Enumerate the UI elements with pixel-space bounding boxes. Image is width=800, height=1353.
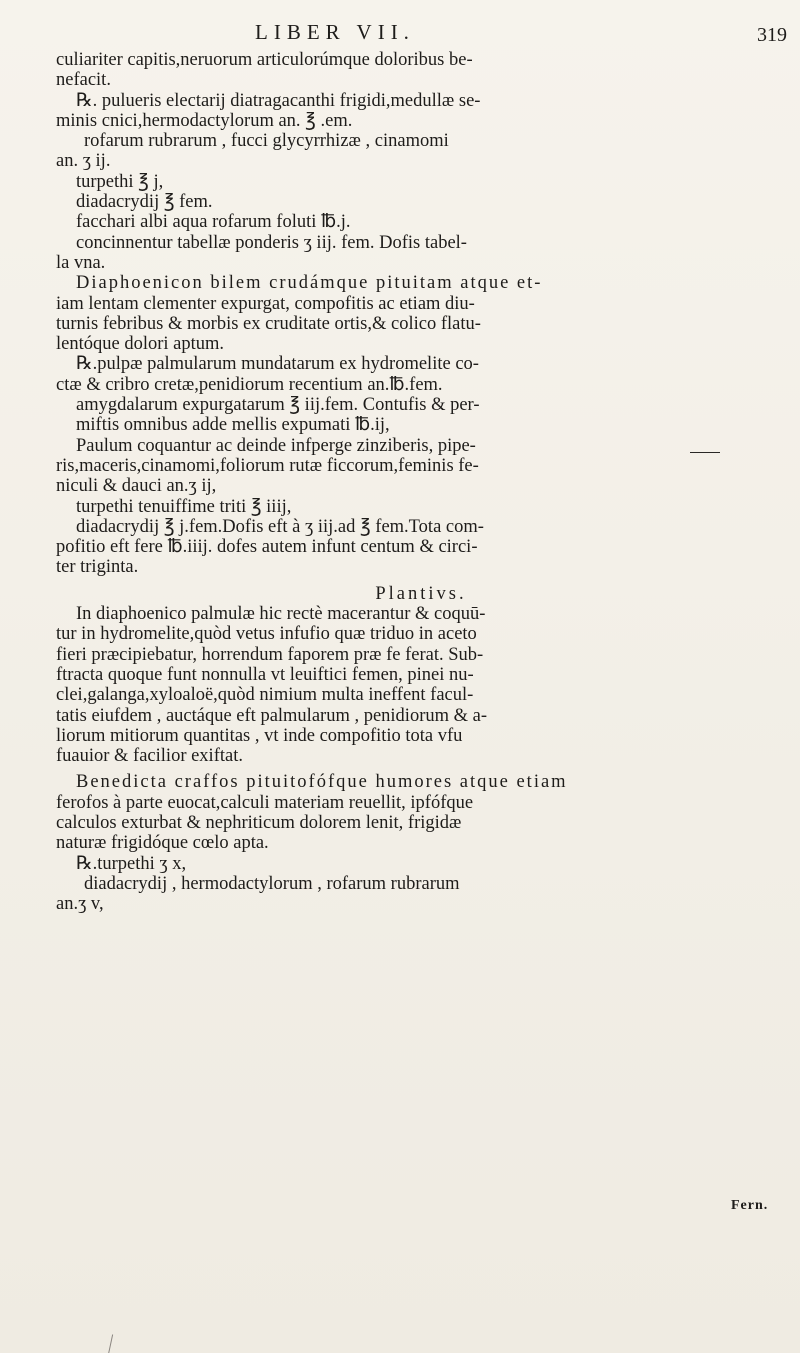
text-line: minis cnici,hermodactylorum an. ℥ .em. — [56, 110, 353, 131]
text-line: tur in hydromelite,quòd vetus infufio quæ triduo in aceto — [56, 624, 477, 645]
text-line: Diaphoenicon bilem crudámque pituitam atque et- — [76, 273, 543, 294]
text-line: turnis febribus & morbis ex cruditate ortis,& colico flatu- — [56, 313, 481, 334]
text-line: turpethi tenuiffime triti ℥ iiij, — [76, 496, 292, 517]
text-line: ctæ & cribro cretæ,penidiorum recentium an.℔.fem. — [56, 374, 443, 395]
text-line: diadacrydij ℥ j.fem.Dofis eft à ʒ iij.ad ℥ fem.Tota com- — [76, 516, 484, 537]
text-line: naturæ frigidóque cœlo apta. — [56, 833, 269, 854]
text-line: diadacrydij ℥ fem. — [76, 192, 213, 213]
text-line: pofitio eft fere ℔.iiij. dofes autem infunt centum & circi- — [56, 537, 478, 558]
text-line: facchari albi aqua rofarum foluti ℔.j. — [76, 212, 351, 233]
text-line: liorum mitiorum quantitas , vt inde compofitio tota vfu — [56, 725, 463, 746]
text-line: nefacit. — [56, 70, 111, 91]
text-line: fuauior & facilior exiftat. — [56, 746, 243, 767]
text-line: ftracta quoque funt nonnulla vt leuiftici femen, pinei nu- — [56, 664, 474, 685]
text-line: miftis omnibus adde mellis expumati ℔.ij, — [76, 415, 390, 436]
text-line: Paulum coquantur ac deinde infperge zinziberis, pipe- — [76, 435, 476, 456]
text-line: lentóque dolori aptum. — [56, 334, 225, 355]
page-number: 319 — [757, 24, 787, 46]
text-line: an. ʒ ij. — [56, 151, 111, 172]
text-line: ter triginta. — [56, 557, 139, 578]
text-line: niculi & dauci an.ʒ ij, — [56, 476, 217, 497]
text-line: In diaphoenico palmulæ hic rectè macerantur & coquū- — [76, 604, 486, 625]
page-header — [0, 14, 800, 54]
text-line: ℞.turpethi ʒ x, — [76, 853, 187, 874]
text-line: fieri præcipiebatur, horrendum faporem præ fe ferat. Sub- — [56, 644, 484, 665]
text-line: amygdalarum expurgatarum ℥ iij.fem. Contufis & per- — [76, 395, 480, 416]
text-line: ℞. pulueris electarij diatragacanthi frigidi,medullæ se- — [76, 90, 481, 111]
text-line: iam lentam clementer expurgat, compofitis ac etiam diu- — [56, 293, 475, 314]
running-head: LIBER VII. — [255, 20, 415, 44]
text-line: culiariter capitis,neruorum articulorúmque doloribus be- — [56, 50, 473, 70]
text-line: Benedicta craffos pituitofófque humores atque etiam — [76, 772, 568, 793]
text-line: an.ʒ v, — [56, 894, 104, 915]
text-line: clei,galanga,xyloaloë,quòd nimium multa ineffent facul- — [56, 685, 474, 706]
main-text — [56, 50, 786, 914]
text-line: tatis eiufdem , auctáque eft palmularum , penidiorum & a- — [56, 705, 488, 726]
text-line: concinnentur tabellæ ponderis ʒ iij. fem. Dofis tabel- — [76, 232, 467, 253]
text-line: calculos exturbat & nephriticum dolorem lenit, frigidæ — [56, 812, 462, 833]
text-line: ris,maceris,cinamomi,foliorum rutæ ficcorum,feminis fe- — [56, 455, 479, 476]
text-line: ℞.pulpæ palmularum mundatarum ex hydromelite co- — [76, 354, 479, 375]
section-title: Plantivs. — [375, 583, 467, 604]
margin-dash — [690, 452, 720, 453]
text-line: ferofos à parte euocat,calculi materiam reuellit, ipfófque — [56, 792, 474, 813]
text-line: rofarum rubrarum , fucci glycyrrhizæ , cinamomi — [84, 131, 449, 152]
text-line: diadacrydij , hermodactylorum , rofarum rubrarum — [84, 873, 460, 894]
text-line: la vna. — [56, 252, 106, 273]
page-mark — [108, 1334, 120, 1353]
margin-note: Fern. — [731, 1198, 769, 1213]
text-line: turpethi ℥ j, — [76, 171, 164, 192]
